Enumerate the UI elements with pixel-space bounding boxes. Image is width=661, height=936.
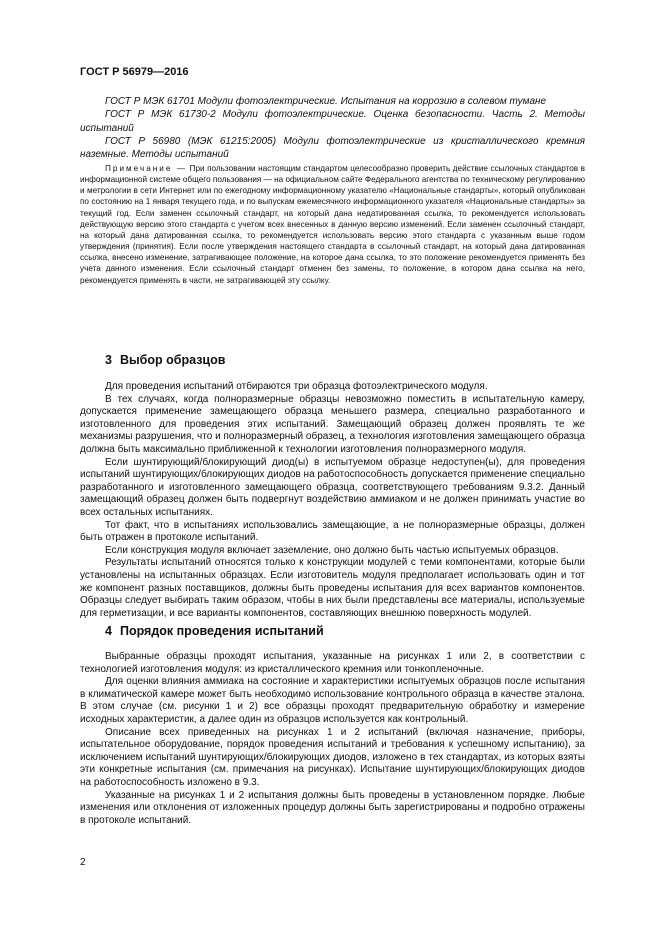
- reference-item: ГОСТ Р МЭК 61701 Модули фотоэлектрические. Испытания на коррозию в солевом тумане: [105, 96, 547, 107]
- note-text: При пользовании настоящим стандартом целесообразно проверить действие ссылочных стандартов в информационной системе общего пользования — на официальном сайте Федерального агентства по техническому регулированию и метрологии в сети Интернет или по ежегодному информационному указателю «Национальные стандарты», который опубликован по состоянию на 1 января текущего года, и по выпускам ежемесячного информационного указателя «Национальные стандарты» за текущий год. Если заменен ссылочный стандарт, на который дана недатированная ссылка, то рекомендуется использовать действующую версию этого стандарта с учетом всех внесенных в данную версию изменений. Если заменен ссылочный стандарт, на который дана датированная ссылка, то рекомендуется использовать версию этого стандарта с указанным выше годом утверждения (принятия). Если после утверждения настоящего стандарта в ссылочный стандарт, на который дана датированная ссылка, внесено изменение, затрагивающее положение, на которое дана ссылка, то это положение рекомендуется применять без учета данного изменения. Если ссылочный стандарт отменен без замены, то положение, в котором дана ссылка на него, рекомендуется применять в части, не затрагивающей эту ссылку.: [80, 164, 585, 285]
- paragraph: Результаты испытаний относятся только к конструкции модулей с теми компонентами, которые были установлены на испытанных образцах. Если изготовитель модуля предполагает использовать один и тот же компонент разных поставщиков, должны быть проведены испытания для всех вариантов компонентов. Образцы следует выбирать таким образом, чтобы в них были представлены все материалы, используемые для герметизации, и все варианты компонентов, составляющих внешнюю поверхность модулей.: [80, 557, 585, 619]
- reference-item: ГОСТ Р МЭК 61730-2 Модули фотоэлектрические. Оценка безопасности. Часть 2. Методы испытаний: [80, 109, 585, 134]
- document-header: ГОСТ Р 56979—2016: [80, 66, 189, 78]
- section-number: 3: [105, 353, 112, 367]
- section-title: Выбор образцов: [119, 353, 226, 367]
- paragraph: В тех случаях, когда полноразмерные образцы невозможно поместить в испытательную камеру, допускается применение замещающего образца меньшего размера, специально разработанного и изготовленного для проведения этих испытаний. Замещающий образец должен проявлять те же механизмы разрушения, что и полноразмерный образец, а технология изготовления замещающего образца должна быть максимально приближенной к технологии изготовления полноразмерного модуля.: [80, 393, 585, 455]
- note-block: [80, 163, 585, 286]
- paragraph: Описание всех приведенных на рисунках 1 и 2 испытаний (включая назначение, приборы, испытательное оборудование, порядок проведения испытаний и требования к успешному испытанию), за исключением испытаний шунтирующих/блокирующих диодов, изложено в тех стандартах, из которых взяты эти конкретные испытания (см. примечания на рисунках). Испытание шунтирующих/блокирующих диодов на работоспособность изложено в 9.3.: [80, 726, 585, 788]
- section-3-heading: [105, 353, 225, 367]
- section-4-body: [80, 651, 585, 827]
- paragraph: Указанные на рисунках 1 и 2 испытания должны быть проведены в установленном порядке. Любые изменения или отклонения от изложенных процедур должны быть зарегистрированы и подробно отражены в протоколе испытаний.: [80, 789, 585, 826]
- paragraph: Тот факт, что в испытаниях использовались замещающие, а не полноразмерные образцы, должен быть отражен в протоколе испытаний.: [80, 519, 585, 544]
- page-number: 2: [80, 857, 86, 868]
- paragraph: Выбранные образцы проходят испытания, указанные на рисунках 1 или 2, в соответствии с технологией изготовления модуля: из кристаллического кремния или тонкопленочные.: [80, 651, 585, 675]
- paragraph: Для оценки влияния аммиака на состояние и характеристики испытуемых образцов после испытания в климатической камере может быть необходимо использование контрольного образца в качестве эталона. В этом случае (см. рисунки 1 и 2) все образцы проходят предварительную обработку и измерение исходных характеристик, а далее один из образцов используется как контрольный.: [80, 676, 585, 725]
- reference-list: [80, 95, 585, 161]
- paragraph: Если конструкция модуля включает заземление, оно должно быть частью испытуемых образцов.: [105, 544, 559, 556]
- note-lead: Примечание —: [105, 164, 188, 173]
- reference-item: ГОСТ Р 56980 (МЭК 61215:2005) Модули фотоэлектрические из кристаллического кремния наземные. Методы испытаний: [80, 135, 585, 161]
- paragraph: Для проведения испытаний отбираются три образца фотоэлектрического модуля.: [105, 381, 488, 392]
- paragraph: Если шунтирующий/блокирующий диод(ы) в испытуемом образце недоступен(ы), для проведения испытаний шунтирующих/блокирующих диодов на работоспособность допускается применение специально разработанного и изготовленного замещающего образца, соответствующего требованиям 9.3.2. Данный замещающий образец должен быть подвергнут воздействию аммиаком и не должен принимать участие во всех остальных испытаниях.: [80, 456, 585, 518]
- section-4-heading: [105, 624, 324, 638]
- note-paragraph: [80, 163, 585, 286]
- section-number: 4: [105, 624, 112, 638]
- section-title: Порядок проведения испытаний: [119, 624, 324, 638]
- section-3-body: [80, 381, 585, 620]
